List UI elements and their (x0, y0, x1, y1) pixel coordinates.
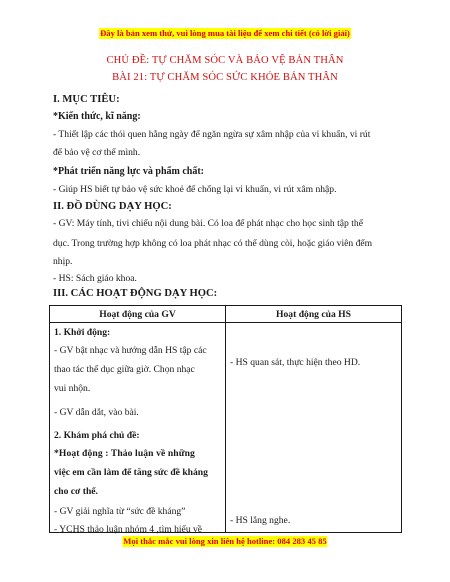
materials-gv-line: dục. Trong trường hợp không có loa phát nhạc có thể dùng còi, hoặc giáo viên đếm (53, 238, 373, 249)
activities-table (49, 305, 402, 533)
lesson-title: BÀI 21: TỰ CHĂM SÓC SỨC KHỎE BẢN THÂN (112, 72, 338, 83)
column-header-gv: Hoạt động của GV (50, 306, 226, 323)
ability-heading: *Phát triển năng lực và phẩm chất: (53, 166, 205, 177)
preview-banner: Đây là bản xem thử, vui lòng mua tài liệu để xem chi tiết (có lời giải) (100, 28, 350, 38)
explain-text: - GV giải nghĩa từ “sức đề kháng” (54, 506, 186, 517)
hs-observe-text: - HS quan sát, thực hiện theo HD. (230, 357, 361, 368)
topic-title: CHỦ ĐỀ: TỰ CHĂM SÓC VÀ BẢO VỆ BẢN THÂN (106, 55, 344, 66)
warmup-text-line: thao tác thể dục giữa giờ. Chọn nhạc (54, 364, 195, 375)
gv-activity-cell (50, 323, 226, 533)
warmup-text-line: vui nhộn. (54, 383, 91, 394)
section-materials-heading: II. ĐỒ DÙNG DẠY HỌC: (53, 201, 172, 212)
materials-hs-line: - HS: Sách giáo khoa. (53, 273, 137, 284)
column-header-hs: Hoạt động của HS (226, 306, 402, 323)
activity-title-line: việc em cần làm để tăng sức đề kháng (54, 467, 208, 478)
materials-gv-line: - GV: Máy tính, tivi chiếu nội dung bài. Có loa để phát nhạc cho học sinh tập thể (53, 218, 363, 229)
explore-heading: 2. Khám phá chủ đề: (54, 430, 140, 441)
section-objectives-heading: I. MỤC TIÊU: (53, 94, 120, 105)
activity-title-line: cho cơ thể. (54, 486, 98, 497)
hotline-banner: Mọi thắc mắc vui lòng xin liên hệ hotline: 084 283 45 85 (123, 536, 327, 546)
group-discussion-text: - YCHS thảo luận nhóm 4 ,tìm hiểu về (54, 524, 203, 535)
warmup-heading: 1. Khởi động: (54, 327, 111, 338)
warmup-text-line: - GV bật nhạc và hướng dẫn HS tập các (54, 345, 207, 356)
materials-gv-line: nhịp. (53, 256, 73, 267)
ability-text-line: - Giúp HS biết tự bảo vệ sức khoẻ để chống lại vi khuẩn, vi rút xâm nhập. (53, 184, 337, 195)
lead-in-text: - GV dẫn dắt, vào bài. (54, 407, 139, 418)
activity-title-line: *Hoạt động : Thảo luận về những (54, 448, 195, 459)
knowledge-text-line: để bảo vệ cơ thể mình. (53, 147, 141, 158)
section-activities-heading: III. CÁC HOẠT ĐỘNG DẠY HỌC: (53, 288, 218, 299)
hs-listen-text: - HS lắng nghe. (230, 515, 291, 526)
knowledge-heading: *Kiến thức, kĩ năng: (53, 111, 141, 122)
hs-activity-cell (226, 323, 402, 533)
knowledge-text-line: - Thiết lập các thói quen hằng ngày để ngăn ngừa sự xâm nhập của vi khuẩn, vi rút (53, 129, 371, 140)
